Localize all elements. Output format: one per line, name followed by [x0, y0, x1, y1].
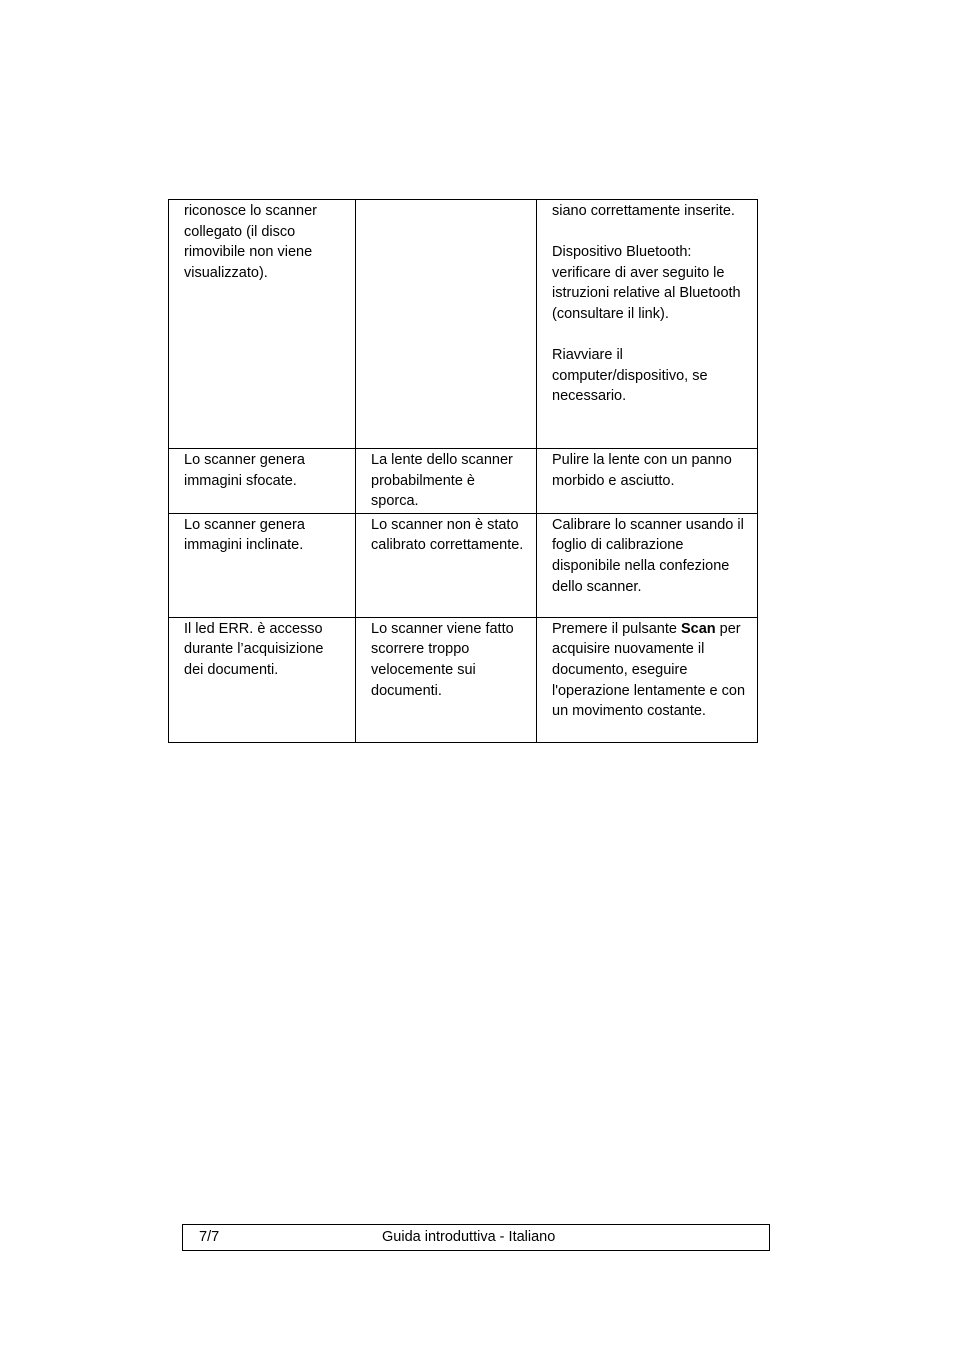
- cause-text: Lo scanner viene fatto scorrere troppo velocemente sui documenti.: [371, 620, 514, 699]
- page-number: 7/7: [199, 1229, 220, 1245]
- problem-text: riconosce lo scanner collegato (il disco rimovibile non viene visualizzato).: [184, 203, 317, 281]
- solution-paragraph: Dispositivo Bluetooth: verificare di aver seguito le istruzioni relative al Bluetooth (consultare il link).: [552, 244, 741, 322]
- cause-cell: [356, 449, 537, 514]
- page-footer: [182, 1224, 770, 1251]
- problem-cell: [169, 617, 356, 742]
- solution-paragraph: Riavviare il computer/dispositivo, se necessario.: [552, 347, 708, 405]
- problem-text: Lo scanner genera immagini sfocate.: [184, 452, 305, 489]
- table-row: [169, 449, 758, 514]
- solution-text-before: Premere il pulsante: [552, 620, 681, 637]
- cause-cell: [356, 200, 537, 449]
- cause-cell: [356, 617, 537, 742]
- document-title: Guida introduttiva - Italiano: [382, 1229, 556, 1245]
- problem-cell: [169, 200, 356, 449]
- cause-cell: [356, 513, 537, 617]
- table-row: [169, 513, 758, 617]
- solution-text: Calibrare lo scanner usando il foglio di calibrazione disponibile nella confezione dello scanner.: [552, 516, 744, 595]
- cause-text: Lo scanner non è stato calibrato correttamente.: [371, 516, 524, 554]
- troubleshooting-table: [168, 199, 758, 743]
- solution-cell: [537, 513, 758, 617]
- scan-button-label: Scan: [680, 620, 716, 637]
- problem-cell: [169, 513, 356, 617]
- solution-paragraph: siano correttamente inserite.: [552, 203, 735, 219]
- problem-text: Lo scanner genera immagini inclinate.: [184, 516, 305, 554]
- cause-text: La lente dello scanner probabilmente è sporca.: [371, 452, 513, 510]
- solution-text: Pulire la lente con un panno morbido e asciutto.: [552, 452, 732, 489]
- solution-cell: [537, 449, 758, 514]
- table-row: [169, 200, 758, 449]
- solution-cell: [537, 200, 758, 449]
- problem-cell: [169, 449, 356, 514]
- problem-text: Il led ERR. è accesso durante l’acquisizione dei documenti.: [184, 620, 324, 678]
- solution-cell: [537, 617, 758, 742]
- table-row: [169, 617, 758, 742]
- solution-text-after: per acquisire nuovamente il documento, eseguire l'operazione lentamente e con un movimento costante.: [552, 620, 746, 720]
